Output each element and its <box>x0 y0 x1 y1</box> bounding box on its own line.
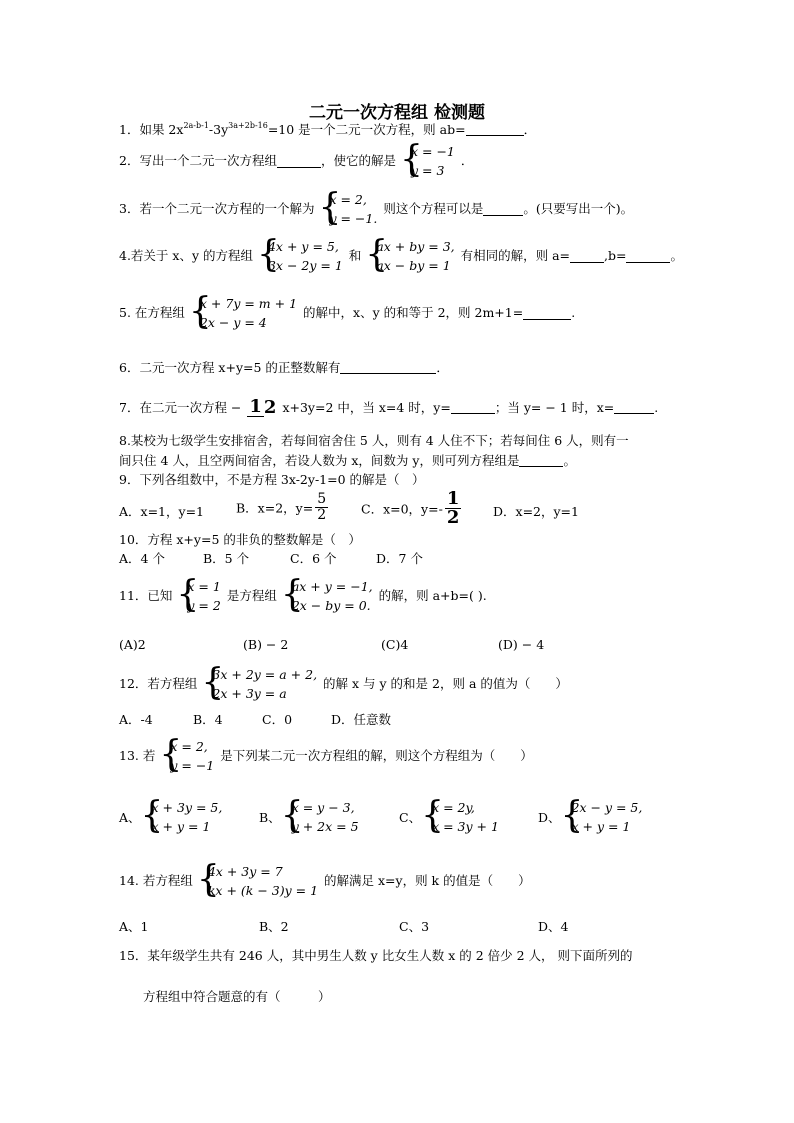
q14-option-d[interactable]: D、4 <box>538 919 569 934</box>
q14-option-c[interactable]: C、3 <box>399 919 430 934</box>
q7-fraction <box>247 398 276 417</box>
page-title: 二元一次方程组 检测题 <box>309 103 485 123</box>
q5-text-post: 的解中，x、y 的和等于 2，则 2m+1= <box>303 305 524 320</box>
q12-option-a[interactable]: A．-4 <box>119 712 153 727</box>
question-9-stem <box>119 471 425 488</box>
q14-text-post: 的解满足 x=y，则 k 的值是（ ） <box>324 873 531 888</box>
q13-option-b-row-2: y + 2x = 5 <box>291 819 359 834</box>
q13-option-a-row-1: { x + 3y = 5, <box>151 800 223 815</box>
q14-system-row-2: kx + (k − 3)y = 1 <box>207 883 319 898</box>
q11-text-post: 的解，则 a+b=( ). <box>378 588 487 603</box>
q4-system-b <box>367 237 454 275</box>
q8-text-line-2: 间只住 4 人，且空两间宿舍，若设人数为 x，间数为 y，则可列方程组是 <box>119 452 520 468</box>
q4-answer-blank-b[interactable] <box>626 250 670 263</box>
q9-option-b[interactable] <box>236 492 330 523</box>
q4-text-post: 有相同的解，则 a= <box>460 248 571 263</box>
q11-equation-system <box>283 577 373 615</box>
question-2 <box>119 142 473 180</box>
q7-text-mid: x+3y=2 中，当 x=4 时，y= <box>282 399 451 415</box>
q1-text-pre: 1．如果 2x <box>119 121 184 137</box>
q14-system <box>199 862 318 900</box>
q11-option-c[interactable]: (C)4 <box>381 637 409 652</box>
q2-system-row-2: y = 3 <box>410 163 445 178</box>
q4-text-and: 和 <box>348 248 362 263</box>
q11-solution-row-2: y = 2 <box>187 598 221 613</box>
q11-option-a[interactable]: (A)2 <box>119 637 146 652</box>
q13-option-c-label: C、 <box>399 810 422 825</box>
q11-text-mid: 是方程组 <box>226 588 277 603</box>
question-3 <box>119 190 633 228</box>
q13-option-c-system <box>423 798 499 836</box>
q4-system-a-row-1: { 4x + y = 5, <box>267 239 339 254</box>
q4-system-b-row-2: ax − by = 1 <box>376 258 451 273</box>
q6-text-end: ． <box>436 359 449 375</box>
q5-system-row-2: 2x − y = 4 <box>199 315 267 330</box>
question-1 <box>119 121 536 138</box>
q12-system-row-1: { 3x + 2y = a + 2, <box>212 667 318 682</box>
q13-option-c-row-1: { x = 2y, <box>432 800 475 815</box>
q15-text-line-1: 15．某年级学生共有 246 人，其中男生人数 y 比女生人数 x 的 2 倍少 2 人， 则下面所列的 <box>119 947 633 963</box>
q13-option-b-label: B、 <box>259 810 281 825</box>
q7-text-pre: 7．在二元一次方程 − <box>119 399 242 415</box>
q5-system-row-1: { x + 7y = m + 1 <box>199 296 298 311</box>
q11-option-b[interactable]: (B) − 2 <box>243 637 289 652</box>
q9-option-b-text: B．x=2，y= <box>236 500 314 516</box>
q3-text-pre: 3．若一个二元一次方程的一个解为 <box>119 201 315 216</box>
q1-exponent-2: 3a+2b-16 <box>228 120 268 130</box>
question-10-stem <box>119 531 361 548</box>
q14-option-a[interactable]: A、1 <box>119 919 149 934</box>
q7-text-mid2: ；当 y= − 1 时，x= <box>494 399 615 415</box>
question-12 <box>119 665 568 703</box>
q11-equation-row-1: { ax + y = −1, <box>291 579 373 594</box>
question-5 <box>119 294 575 332</box>
q7-fraction-denominator: 2 <box>263 396 277 418</box>
question-15-line-1 <box>119 947 633 964</box>
q13-option-a-row-2: x + y = 1 <box>151 819 211 834</box>
q4-text-end: 。 <box>670 248 683 263</box>
q9-option-c-fraction <box>445 490 462 527</box>
q11-option-d[interactable]: (D) − 4 <box>498 637 545 652</box>
q8-text-end: 。 <box>563 452 576 468</box>
question-7 <box>119 398 658 417</box>
q2-answer-blank[interactable] <box>277 155 321 168</box>
q13-solution-system <box>161 737 214 775</box>
q5-text-pre: 5. 在方程组 <box>119 305 185 320</box>
q14-text-pre: 14. 若方程组 <box>119 873 193 888</box>
question-4 <box>119 237 683 275</box>
q3-system-row-2: y = −1. <box>329 211 378 226</box>
q9-option-b-fraction <box>315 492 328 523</box>
question-6 <box>119 359 449 376</box>
q4-answer-blank-a[interactable] <box>570 250 604 263</box>
q9-option-c-numerator: 1 <box>446 488 460 509</box>
q13-solution-row-1: { x = 2, <box>170 739 208 754</box>
q2-text-end: ． <box>460 153 474 168</box>
q10-option-d[interactable]: D．7 个 <box>376 551 423 566</box>
q13-option-b[interactable] <box>259 798 361 836</box>
q8-text-line-1: 8.某校为七级学生安排宿舍，若每间宿舍住 5 人，则有 4 人住不下；若每间住 6 人，则有一 <box>119 432 629 448</box>
q3-text-post: 则这个方程可以是 <box>383 201 484 216</box>
q6-text-pre: 6．二元一次方程 x+y=5 的正整数解有 <box>119 359 341 375</box>
q11-equation-row-2: 2x − by = 0. <box>291 598 371 613</box>
q6-answer-blank[interactable] <box>340 361 436 374</box>
question-13 <box>119 737 533 775</box>
q1-text-end: ． <box>523 121 537 137</box>
q2-text-mid: ，使它的解是 <box>320 153 396 168</box>
q13-option-c-row-2: x = 3y + 1 <box>432 819 499 834</box>
q3-system-row-1: { x = 2, <box>329 192 367 207</box>
q1-text-mid: -3y <box>208 121 229 137</box>
q12-text-post: 的解 x 与 y 的和是 2，则 a 的值为（ ） <box>323 676 568 691</box>
q7-answer-blank-x[interactable] <box>614 401 654 414</box>
q9-option-c-denominator: 2 <box>446 507 460 528</box>
q3-solution-system <box>320 190 377 228</box>
q4-text-pre: 4.若关于 x、y 的方程组 <box>119 248 253 263</box>
q14-system-row-1: { 4x + 3y = 7 <box>207 864 283 879</box>
q10-option-a[interactable]: A．4 个 <box>119 551 165 566</box>
q9-option-d[interactable]: D．x=2，y=1 <box>493 504 579 519</box>
q10-option-c[interactable]: C．6 个 <box>290 551 337 566</box>
q13-option-a-system <box>143 798 223 836</box>
question-11 <box>119 577 487 615</box>
q1-exponent-1: 2a-b-1 <box>183 120 209 130</box>
q3-text-end: 。(只要写出一个)。 <box>523 201 634 216</box>
q13-option-d-row-2: x + y = 1 <box>571 819 631 834</box>
q4-text-b: ,b= <box>604 248 627 263</box>
q13-option-a[interactable] <box>119 798 224 836</box>
q9-option-c-text: C．x=0，y=- <box>361 501 443 517</box>
question-15-line-2 <box>143 988 331 1005</box>
q13-option-d-system <box>563 798 643 836</box>
q9-option-a[interactable]: A．x=1，y=1 <box>119 504 204 519</box>
q12-option-d[interactable]: D．任意数 <box>331 712 392 727</box>
q13-option-c[interactable] <box>399 798 501 836</box>
q5-text-end: . <box>571 305 576 320</box>
q12-system-row-2: 2x + 3y = a <box>212 686 287 701</box>
q9-option-c[interactable] <box>361 490 463 527</box>
q12-option-c[interactable]: C．0 <box>262 712 293 727</box>
q2-text-pre: 2．写出一个二元一次方程组 <box>119 153 277 168</box>
q15-text-line-2: 方程组中符合题意的有（ ） <box>143 988 331 1004</box>
q1-answer-blank[interactable] <box>466 123 524 136</box>
question-8-line-2 <box>119 452 576 469</box>
q13-option-d-label: D、 <box>538 810 561 825</box>
q11-solution-system <box>178 577 220 615</box>
q14-option-b[interactable]: B、2 <box>259 919 289 934</box>
q13-solution-row-2: y = −1 <box>170 758 215 773</box>
q4-system-a-row-2: 3x − 2y = 1 <box>267 258 343 273</box>
q1-text-post: =10 是一个二元一次方程，则 ab= <box>267 121 466 137</box>
q12-system <box>203 665 317 703</box>
q13-text-pre: 13. 若 <box>119 748 156 763</box>
question-8-line-1 <box>119 432 629 449</box>
q11-text-pre: 11．已知 <box>119 588 173 603</box>
q9-stem-text: 9．下列各组数中，不是方程 3x-2y-1=0 的解是（ ） <box>119 471 425 487</box>
q4-system-a <box>259 237 343 275</box>
q13-option-b-row-1: { x = y − 3, <box>291 800 355 815</box>
q7-text-end: . <box>654 399 659 415</box>
q2-system-row-1: { x = −1 <box>410 144 455 159</box>
q13-option-d-row-1: { 2x − y = 5, <box>571 800 643 815</box>
q13-option-a-label: A、 <box>119 810 141 825</box>
q3-answer-blank[interactable] <box>483 203 523 216</box>
q11-solution-row-1: { x = 1 <box>187 579 221 594</box>
q4-system-b-row-1: { ax + by = 3, <box>376 239 455 254</box>
q12-option-b[interactable]: B．4 <box>193 712 223 727</box>
q13-text-post: 是下列某二元一次方程组的解，则这个方程组为（ ） <box>220 748 533 763</box>
q8-answer-blank[interactable] <box>519 454 563 467</box>
q5-answer-blank[interactable] <box>523 307 571 320</box>
q5-system <box>191 294 297 332</box>
q10-option-b[interactable]: B．5 个 <box>203 551 250 566</box>
q13-option-d[interactable] <box>538 798 644 836</box>
q7-answer-blank-y[interactable] <box>451 401 495 414</box>
question-14 <box>119 862 531 900</box>
q12-text-pre: 12．若方程组 <box>119 676 198 691</box>
q9-option-b-numerator: 5 <box>317 491 327 507</box>
q9-option-b-denominator: 2 <box>317 507 327 523</box>
q2-solution-system <box>402 142 455 180</box>
q13-option-b-system <box>283 798 359 836</box>
q10-stem-text: 10．方程 x+y=5 的非负的整数解是（ ） <box>119 531 361 547</box>
q7-fraction-numerator: 1 <box>249 396 262 417</box>
